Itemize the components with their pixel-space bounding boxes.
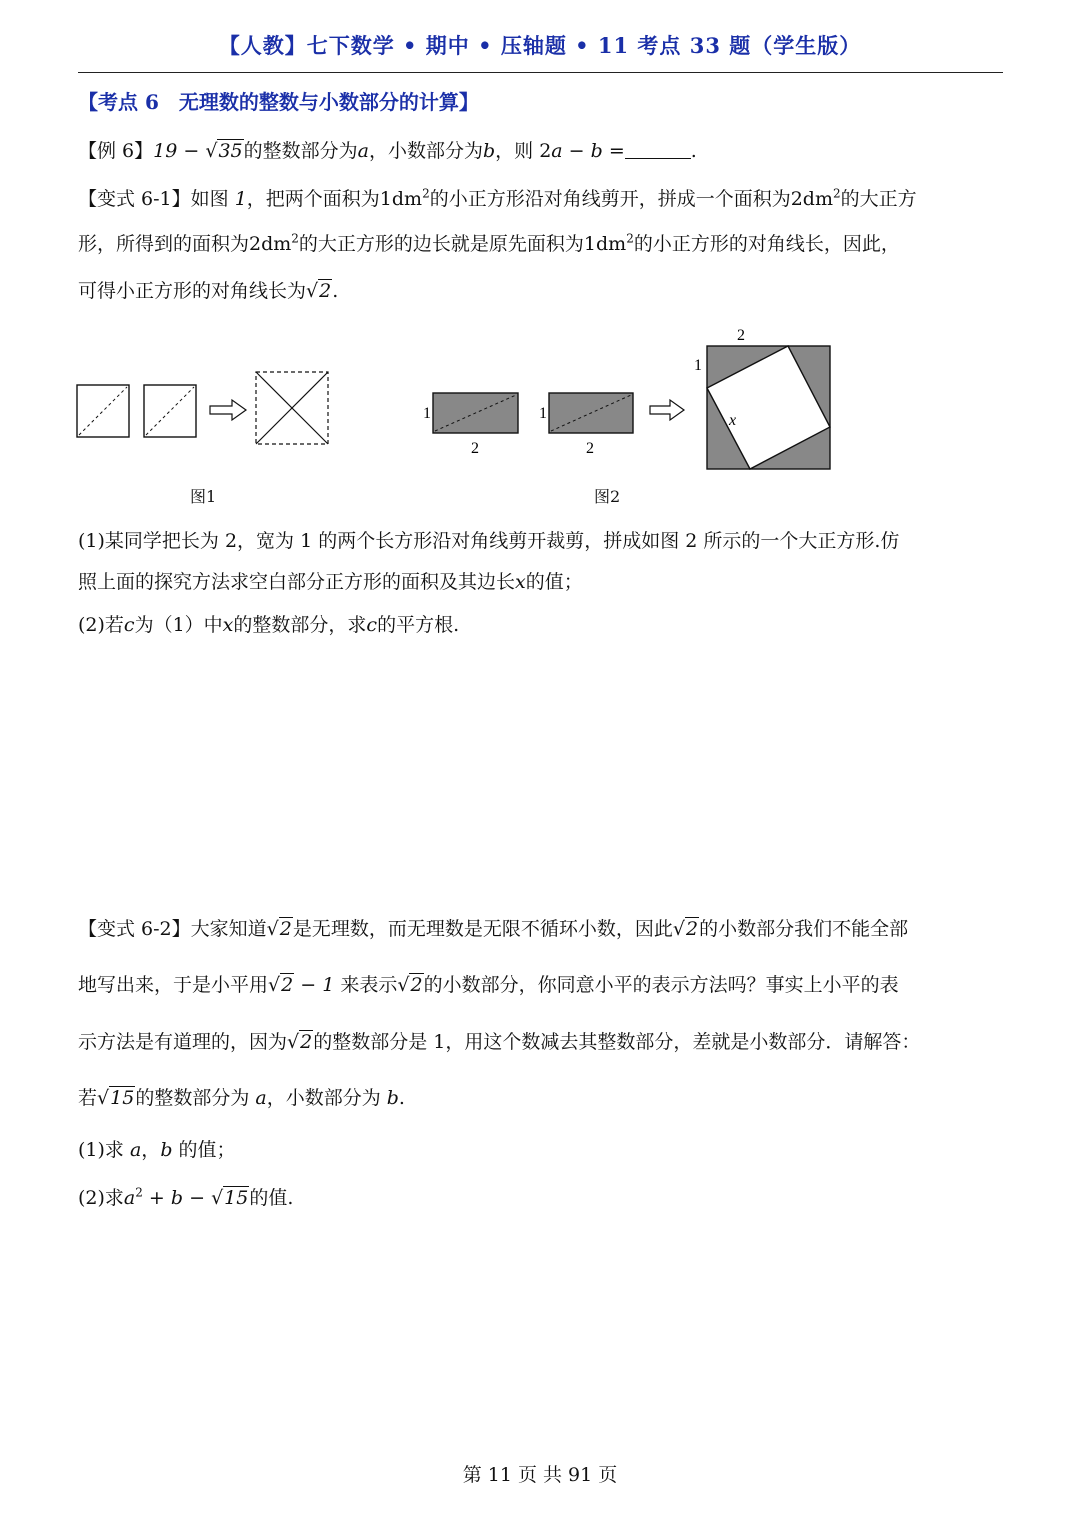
- variant-6-2-line-2: 地写出来，于是小平用√2 − 1 来表示√2的小数部分，你同意小平的表示方法吗？事实上小平的表: [78, 974, 899, 996]
- variant-6-2-line-1: 【变式 6-2】大家知道√2是无理数，而无理数是无限不循环小数，因此√2的小数部分我们不能全部: [78, 918, 909, 940]
- variant-6-1-line-1: 【变式 6-1】如图 1，把两个面积为$1dm^2$的小正方形沿对角线剪开，拼成一个面积为$2dm^2$的大正方: [78, 186, 917, 210]
- figures: [0, 320, 1080, 490]
- variant-6-2-question-1: (1)求 a，b 的值；: [78, 1139, 236, 1161]
- fig2-rect2-height: 1: [539, 405, 547, 422]
- variant-6-2-label: 【变式 6-2】: [78, 918, 191, 940]
- fig1-arrow-icon: [210, 400, 246, 420]
- fig2-inner-x-label: x: [729, 412, 737, 429]
- figure-2: [423, 327, 830, 469]
- figure-1-caption: 图1: [190, 487, 217, 506]
- fig2-side-top-label: 2: [737, 327, 745, 344]
- variant-6-1-question-2: (2)若c为（1）中x的整数部分，求c的平方根.: [78, 614, 460, 636]
- fig2-rect2-width: 2: [586, 440, 594, 457]
- variant-6-2-line-3: 示方法是有道理的，因为√2的整数部分是 1，用这个数减去其整数部分，差就是小数部分．请解答：: [78, 1031, 921, 1053]
- page-footer: 第 11 页 共 91 页: [462, 1464, 618, 1486]
- fig2-rect1-width: 2: [471, 440, 479, 457]
- variant-6-1-question-1-line-1: (1)某同学把长为 2，宽为 1 的两个长方形沿对角线剪开裁剪，拼成如图 2 所示的一个大正方形.仿: [78, 530, 900, 552]
- figure-2-caption: 图2: [594, 487, 621, 506]
- answer-blank: [625, 140, 691, 159]
- fig2-rect1-height: 1: [423, 405, 431, 422]
- sqrt-2: √2: [306, 280, 332, 302]
- variant-6-2-line-4: 若√15的整数部分为 a，小数部分为 b.: [78, 1087, 405, 1109]
- page-header-title: 【人教】七下数学 • 期中 • 压轴题 • 11 考点 33 题（学生版）: [218, 33, 862, 58]
- variant-6-1-line-2: 形，所得到的面积为$2dm^2$的大正方形的边长就是原先面积为$1dm^2$的小正方形的对角线长，因此，: [78, 231, 900, 255]
- variant-6-1-label: 【变式 6-1】: [78, 188, 191, 210]
- example-6: 【例 6】19 − √35的整数部分为a，小数部分为b，则 2a − b = .: [78, 140, 697, 162]
- section-title: 【考点 6 无理数的整数与小数部分的计算】: [78, 90, 479, 114]
- sqrt-35: √35: [205, 140, 243, 162]
- figure-1: [77, 372, 328, 444]
- fig2-arrow-icon: [650, 400, 684, 420]
- variant-6-1-line-3: 可得小正方形的对角线长为√2.: [78, 280, 339, 302]
- example-6-label: 【例 6】: [78, 140, 154, 162]
- variant-6-2-question-2: (2)求$a^2 + b - √15$的值.: [78, 1185, 294, 1209]
- header-rule: [78, 72, 1003, 73]
- sqrt-15: √15: [97, 1087, 135, 1109]
- expr-number: 19 −: [153, 140, 200, 162]
- variant-6-1-question-1-line-2: 照上面的探究方法求空白部分正方形的面积及其边长x的值；: [78, 571, 583, 593]
- fig2-side-left-label: 1: [694, 357, 702, 374]
